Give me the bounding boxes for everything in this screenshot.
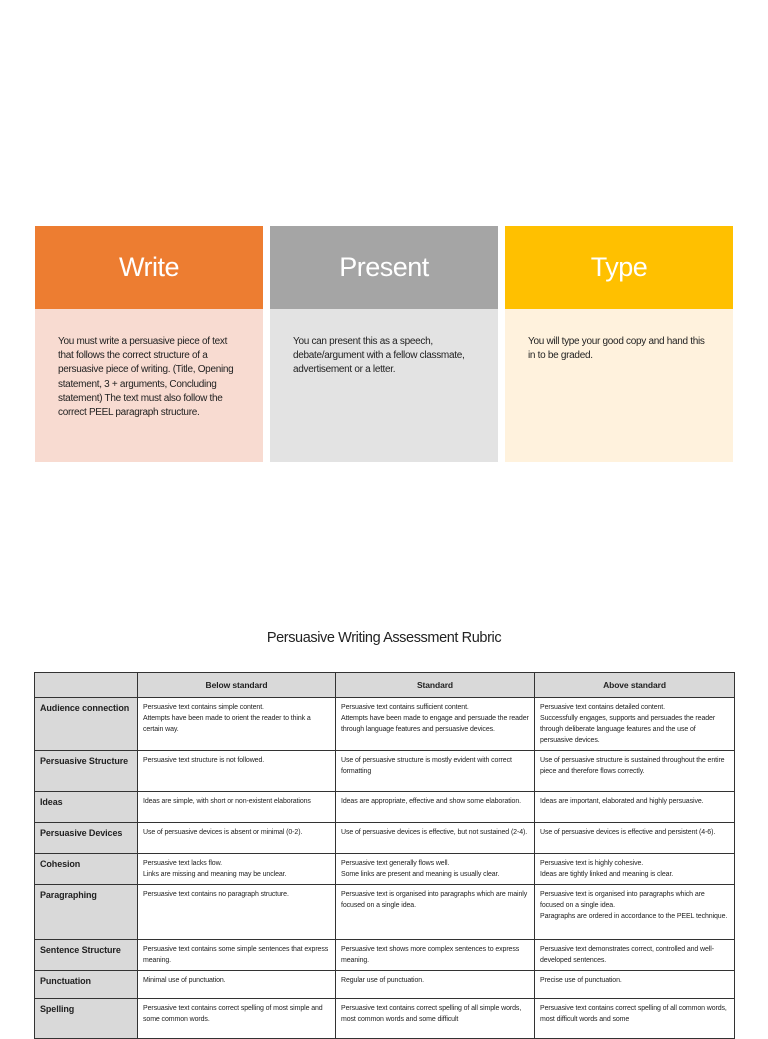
header-below-standard: Below standard xyxy=(138,673,336,698)
criterion-cell: Sentence Structure xyxy=(35,940,138,971)
standard-cell: Regular use of punctuation. xyxy=(336,971,535,999)
above-standard-cell: Use of persuasive devices is effective and persistent (4-6). xyxy=(535,823,735,854)
above-standard-cell: Precise use of punctuation. xyxy=(535,971,735,999)
standard-cell: Use of persuasive devices is effective, but not sustained (2-4). xyxy=(336,823,535,854)
card-text: You can present this as a speech, debate/argument with a fellow classmate, advertisement or a letter. xyxy=(270,309,498,462)
above-standard-cell: Use of persuasive structure is sustained throughout the entire piece and therefore flows correctly. xyxy=(535,751,735,792)
card-write xyxy=(35,226,263,462)
standard-cell: Persuasive text contains sufficient content. Attempts have been made to engage and persuade the reader through language features and persuasive devices. xyxy=(336,698,535,751)
rubric-header-row xyxy=(35,673,735,698)
above-standard-cell: Persuasive text demonstrates correct, controlled and well-developed sentences. xyxy=(535,940,735,971)
standard-cell: Persuasive text is organised into paragraphs which are mainly focused on a single idea. xyxy=(336,885,535,940)
rubric-row xyxy=(35,823,735,854)
above-standard-cell: Ideas are important, elaborated and highly persuasive. xyxy=(535,792,735,823)
rubric-table xyxy=(34,672,735,1039)
criterion-cell: Paragraphing xyxy=(35,885,138,940)
card-title: Write xyxy=(35,226,263,309)
above-standard-cell: Persuasive text contains detailed content. Successfully engages, supports and persuades the reader through deliberate language features and the use of persuasive devices. xyxy=(535,698,735,751)
rubric-row xyxy=(35,792,735,823)
below-standard-cell: Minimal use of punctuation. xyxy=(138,971,336,999)
above-standard-cell: Persuasive text is organised into paragraphs which are focused on a single idea. Paragraphs are ordered in accordance to the PEEL technique. xyxy=(535,885,735,940)
below-standard-cell: Persuasive text contains correct spelling of most simple and some common words. xyxy=(138,999,336,1039)
header-above-standard: Above standard xyxy=(535,673,735,698)
criterion-cell: Cohesion xyxy=(35,854,138,885)
below-standard-cell: Use of persuasive devices is absent or minimal (0-2). xyxy=(138,823,336,854)
standard-cell: Persuasive text shows more complex sentences to express meaning. xyxy=(336,940,535,971)
below-standard-cell: Persuasive text structure is not followed. xyxy=(138,751,336,792)
below-standard-cell: Persuasive text contains no paragraph structure. xyxy=(138,885,336,940)
criterion-cell: Persuasive Structure xyxy=(35,751,138,792)
below-standard-cell: Ideas are simple, with short or non-existent elaborations xyxy=(138,792,336,823)
header-standard: Standard xyxy=(336,673,535,698)
rubric-row xyxy=(35,751,735,792)
standard-cell: Persuasive text generally flows well. Some links are present and meaning is usually clear. xyxy=(336,854,535,885)
rubric-row xyxy=(35,885,735,940)
card-text: You will type your good copy and hand this in to be graded. xyxy=(505,309,733,462)
card-text: You must write a persuasive piece of text that follows the correct structure of a persuasive piece of writing. (Title, Opening statement, 3 + arguments, Concluding statement) The text must also follow the correct PEEL paragraph structure. xyxy=(35,309,263,462)
card-type xyxy=(505,226,733,462)
below-standard-cell: Persuasive text lacks flow. Links are missing and meaning may be unclear. xyxy=(138,854,336,885)
above-standard-cell: Persuasive text contains correct spelling of all common words, most difficult words and some xyxy=(535,999,735,1039)
card-present xyxy=(270,226,498,462)
below-standard-cell: Persuasive text contains simple content. Attempts have been made to orient the reader to think a certain way. xyxy=(138,698,336,751)
criterion-cell: Persuasive Devices xyxy=(35,823,138,854)
criterion-cell: Audience connection xyxy=(35,698,138,751)
standard-cell: Ideas are appropriate, effective and show some elaboration. xyxy=(336,792,535,823)
standard-cell: Use of persuasive structure is mostly evident with correct formatting xyxy=(336,751,535,792)
criterion-cell: Spelling xyxy=(35,999,138,1039)
above-standard-cell: Persuasive text is highly cohesive. Ideas are tightly linked and meaning is clear. xyxy=(535,854,735,885)
card-title: Present xyxy=(270,226,498,309)
rubric-title: Persuasive Writing Assessment Rubric xyxy=(266,630,502,646)
below-standard-cell: Persuasive text contains some simple sentences that express meaning. xyxy=(138,940,336,971)
card-title: Type xyxy=(505,226,733,309)
criterion-cell: Punctuation xyxy=(35,971,138,999)
rubric-row xyxy=(35,698,735,751)
rubric-row xyxy=(35,854,735,885)
criterion-cell: Ideas xyxy=(35,792,138,823)
rubric-row xyxy=(35,999,735,1039)
header-criterion xyxy=(35,673,138,698)
rubric-row xyxy=(35,971,735,999)
standard-cell: Persuasive text contains correct spelling of all simple words, most common words and some difficult xyxy=(336,999,535,1039)
rubric-row xyxy=(35,940,735,971)
